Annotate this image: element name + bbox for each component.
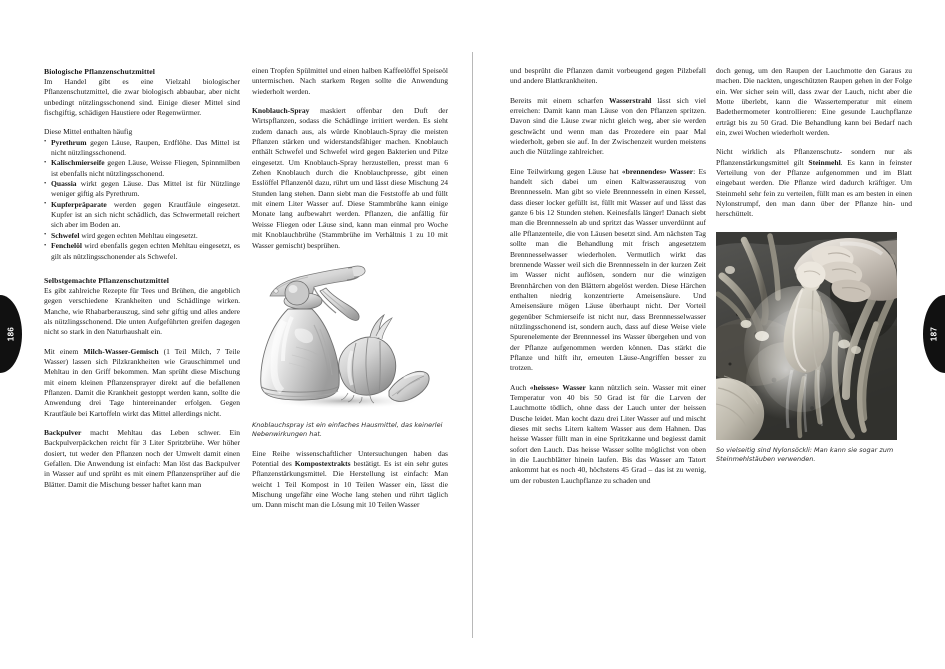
paragraph-selbstgemachte-intro: Es gibt zahlreiche Rezepte für Tees und Brühen, die angeblich gegen verschiedene Krankheiten und Schädlinge wirken. Manche, wie Rhabarberauszug, sind sehr giftig und alles andere als nützlingsschonend. Die unten Aufgeführten greifen dagegen nicht so stark in den Naturhaushalt ein. — [44, 285, 240, 337]
list-item-text: wird ebenfalls gegen echten Mehltau eingesetzt, es gilt als nützlingsschonender als Schwefel. — [51, 241, 240, 261]
emphasis-term: Milch-Wasser-Gemisch — [83, 346, 159, 356]
folio-number-right: 187 — [929, 326, 939, 342]
paragraph-backpulver-continued: einen Tropfen Spülmittel und einen halben Kaffeelöffel Speiseöl untermischen. Nach starkem Regen sollte die Anwendung wiederholt werden. — [252, 66, 448, 96]
page-tab-right — [923, 295, 945, 373]
list-item-lead: Kalischmierseife — [51, 158, 105, 168]
emphasis-term: «heisses» Wasser — [529, 382, 586, 392]
list-item-lead: Kupferpräparate — [51, 199, 107, 209]
section-heading-selbstgemachte: Selbstgemachte Pflanzenschutzmittel — [44, 275, 169, 285]
list-item — [44, 179, 240, 200]
list-item-text: gegen Läuse, Raupen, Erdflöhe. Das Mittel ist nicht nützlingsschonend. — [51, 137, 240, 158]
paragraph-milch-wasser-gemisch: Mit einem Milch-Wasser-Gemisch (1 Teil Milch, 7 Teile Wasser) lassen sich Pilzkrankheiten wie Grauschimmel und Mehltau in den Griff bekommen. Man sprüht diese Mischung mit einem kleinen Pflanzensprayer direkt auf die befallenen Pflanzen. Damit die Krankheit gestoppt werden kann, sollte die Anwendung drei Tage hintereinander erfolgen. Gegen Krautfäule bei Kartoffeln wirkt das Mittel allerdings nicht. — [44, 346, 240, 418]
text-column-4 — [716, 66, 912, 465]
paragraph-biologische-intro: Im Handel gibt es eine Vielzahl biologischer Pflanzenschutzmittel, die zwar biologisch abbaubar, aber nicht unbedingt nützlingsschonend sind. Einige dieser Mittel sind fischgiftig, schädigen Haustiere oder Regenwürmer. — [44, 77, 240, 118]
emphasis-term: Knoblauch-Spray — [252, 106, 310, 116]
list-item-lead: Fenchelöl — [51, 241, 83, 251]
folio-number-left: 186 — [6, 326, 16, 342]
paragraph-wasserstrahl: Bereits mit einem scharfen Wasserstrahl lässt sich viel erreichen: Damit kann man Läuse von den Pflanzen spritzen. Davon sind die Läuse zwar nicht gleich weg, aber sie werden geschwächt und wenn man das Prozedere ein paar Mal wiederholt, geben sie auf. In der Zwischenzeit wurden meistens auch die Nützlinge zahlreicher. — [510, 95, 706, 157]
emphasis-term: Steinmehl — [808, 157, 841, 167]
nylon-stocking-photo — [716, 232, 897, 440]
emphasis-term: Backpulver — [44, 427, 82, 437]
paragraph-brennendes-wasser: Eine Teilwirkung gegen Läuse hat «brennendes» Wasser: Es handelt sich dabei um einen Kaltwasserauszug von Brennnesseln. Man gibt so viele Brennnesseln in einen Kessel, dass dieser locker gefüllt ist, füllt mit Wasser auf und lässt das ganze 6 bis 12 Stunden stehen. Keinesfalls länger! Danach siebt man die Brennnesseln ab und spritzt das Wasser unverdünnt auf alle Pflanzenteile, die von Läusen besetzt sind. Am nächsten Tag sollte man die Behandlung mit frisch angesetztem Brennnesselwasser wiederholen. Vermutlich wirkt das brennende Wasser weil sich die Brennnesseln in der kurzen Zeit im Wasser nicht auflösen, sondern nur die winzigen Brennhärchen von den Blättern abgelöst werden. Diese Härchen enthalten niedrig konzentrierte Ameisensäure. Und Ameisensäure mögen Läuse überhaupt nicht. Der Vorteil gegenüber Schmierseife ist nicht nur, dass Brennnesselwasser nützlingsschonend ist, sondern auch, dass auf diese Weise viele Spurenelemente der Brennnessel ins Wasser übergehen und von der Pflanze aufgenommen werden können. Das stärkt die Pflanze und hilft ihr, erneuten Läuse-Angriffen besser zu trotzen. — [510, 166, 707, 373]
list-item — [44, 200, 240, 231]
paragraph-diese-mittel: Diese Mittel enthalten häufig — [44, 127, 133, 137]
paragraph-backpulver: Backpulver macht Mehltau das Leben schwer. Ein Backpulverpäckchen reicht für 3 Liter Spritzbrühe. Wer höher dosiert, tut weder den Pflanzen noch der Umwelt damit einen Gefallen. Die Anwendung ist einfach: Man löst das Backpulver in Wasser auf und sprüht es mit einem Pflanzensprüher auf die Blätter. Damit die Mischung besser haftet kann man — [44, 427, 240, 489]
list-item-lead: Quassia — [51, 179, 77, 189]
emphasis-term: «brennendes» Wasser — [621, 166, 694, 176]
figure-caption-nylon-stocking: So vielseitig sind Nylonsöckli: Man kann sie sogar zum Steinmehlstäuben verwenden. — [716, 445, 894, 464]
emphasis-term: Kompostextrakts — [294, 459, 351, 468]
garlic-spray-illustration — [252, 263, 448, 415]
list-item — [44, 231, 240, 241]
figure-caption-garlic-spray: Knoblauchspray ist ein einfaches Hausmittel, das keinerlei Nebenwirkungen hat. — [252, 420, 443, 439]
list-item — [44, 241, 240, 262]
page-tab-left — [0, 295, 22, 373]
text-column-3 — [510, 66, 706, 486]
list-wirkstoffe — [44, 138, 240, 262]
spray-bottle-garlic-drawing — [252, 263, 448, 415]
paragraph-heisses-wasser: Auch «heisses» Wasser kann nützlich sein. Wasser mit einer Temperatur von 40 bis 50 Grad ist für die Larven der Lauchmotte tödlich, ohne dass der Lauch unter der heissen Dusche leidet. Man kocht dazu drei Liter Wasser auf und mischt dieses mit sechs Litern kaltem Wasser aus dem Hahnen. Das heisse Wasser füllt man in eine Spritzkanne und begiesst damit sofort den Lauch. Das heisse Wasser sollte möglichst von oben in die Lauchblätter hinein laufen. Bis das Wasser am Tatort ankommt hat es noch 40, höchstens 45 Grad – das ist zu wenig, um der robusten Lauchpflanze zu schaden und — [510, 382, 706, 485]
figure-garlic-spray — [252, 263, 448, 440]
text-column-1 — [44, 66, 240, 490]
paragraph-knoblauch-spray: Knoblauch-Spray maskiert offenbar den Duft der Wirtspflanzen, sodass die Schädlinge irritiert werden. Es sieht zudem danach aus, als würde Knoblauch-Spray die meisten Pflanzen stärken und widerstandsfähiger machen. Knoblauch enthält Schwefel und Schwefel wird gegen Bakterien und Pilze eingesetzt. Um Knoblauch-Spray herzustellen, presst man 6 Zehen Knoblauch durch die Knoblauchpresse, gibt einen Esslöffel Pflanzenöl dazu, rührt um und lässt diese Mischung 24 Stunden lang stehen. Dann siebt man die Feststoffe ab und füllt mit einem Liter Wasser auf. Diese Stammbrühe kann einige Monate lang aufbewahrt werden. Pflanzen, die anfällig für Weisse Fliegen oder Läuse sind, kann man einmal pro Woche mit Knoblauchbrühe (Stammbrühe im Verhältnis 1 zu 10 mit Wasser gemischt) besprühen. — [252, 106, 448, 250]
figure-nylon-stocking — [716, 232, 912, 465]
hand-dusting-stocking-photograph — [716, 232, 897, 440]
paragraph-heisses-wasser-continued: doch genug, um den Raupen der Lauchmotte den Garaus zu machen. Die nackten, ungeschützten Raupen gehen in der Folge ein. Wer sicher sein will, dass zwar der Lauch, nicht aber die Motte überlebt, kann die Wassertemperatur mit einem Badethermometer kontrollieren: Eine gesunde Lauchpflanze erträgt bis zu 50 Grad. Die Behandlung kann bei Bedarf nach ein, zwei Wochen wiederholt werden. — [716, 66, 912, 138]
paragraph-kompostextrakt-continued: und besprüht die Pflanzen damit vorbeugend gegen Pilzbefall und andere Blattkrankheiten. — [510, 66, 706, 86]
list-item-lead: Pyrethrum — [51, 137, 87, 147]
list-item-text: werden gegen Krautfäule eingesetzt. Kupfer ist an sich nicht schädlich, das Schwermetall reichert sich aber im Boden an. — [51, 199, 240, 230]
paragraph-kompostextrakt: Eine Reihe wissenschaftlicher Untersuchungen haben das Potential des Kompostextrakts bestätigt. Es ist ein sehr gutes Pflanzenstärkungsmittel. Die Herstellung ist einfach: Man weicht 1 Teil Kompost in 10 Teilen Wasser ein, lässt die Mischung ungefähr eine Woche lang stehen und rührt täglich um. Dann mischt man die Lösung mit 10 Teilen Wasser — [252, 448, 448, 510]
list-item — [44, 138, 240, 159]
section-heading-biologische: Biologische Pflanzenschutzmittel — [44, 67, 156, 76]
emphasis-term: Wasserstrahl — [609, 95, 652, 105]
list-item-text: wird gegen echten Mehltau eingesetzt. — [79, 230, 198, 240]
page-gutter-divider — [472, 52, 473, 638]
list-item-lead: Schwefel — [51, 230, 80, 240]
text-column-2 — [252, 66, 448, 511]
list-item-text: gegen Läuse, Weisse Fliegen, Spinnmilben ist ebenfalls nicht nützlingsschonend. — [51, 158, 240, 178]
list-item-text: wirkt gegen Läuse. Das Mittel ist für Nützlinge weniger giftig als Pyrethrum. — [51, 179, 240, 199]
paragraph-steinmehl: Nicht wirklich als Pflanzenschutz- sondern nur als Pflanzenstärkungsmittel gilt Steinmehl. Es kann in feinster Verteilung von der Pflanze aufgenommen und im Blatt eingebaut werden. Die Pflanze wird dadurch kräftiger. Um Steinmehl sehr fein zu verteilen, füllt man es am besten in einen Nylonstrumpf, den man dann über der Pflanze hin- und herschüttelt. — [716, 147, 912, 219]
list-item — [44, 158, 240, 179]
